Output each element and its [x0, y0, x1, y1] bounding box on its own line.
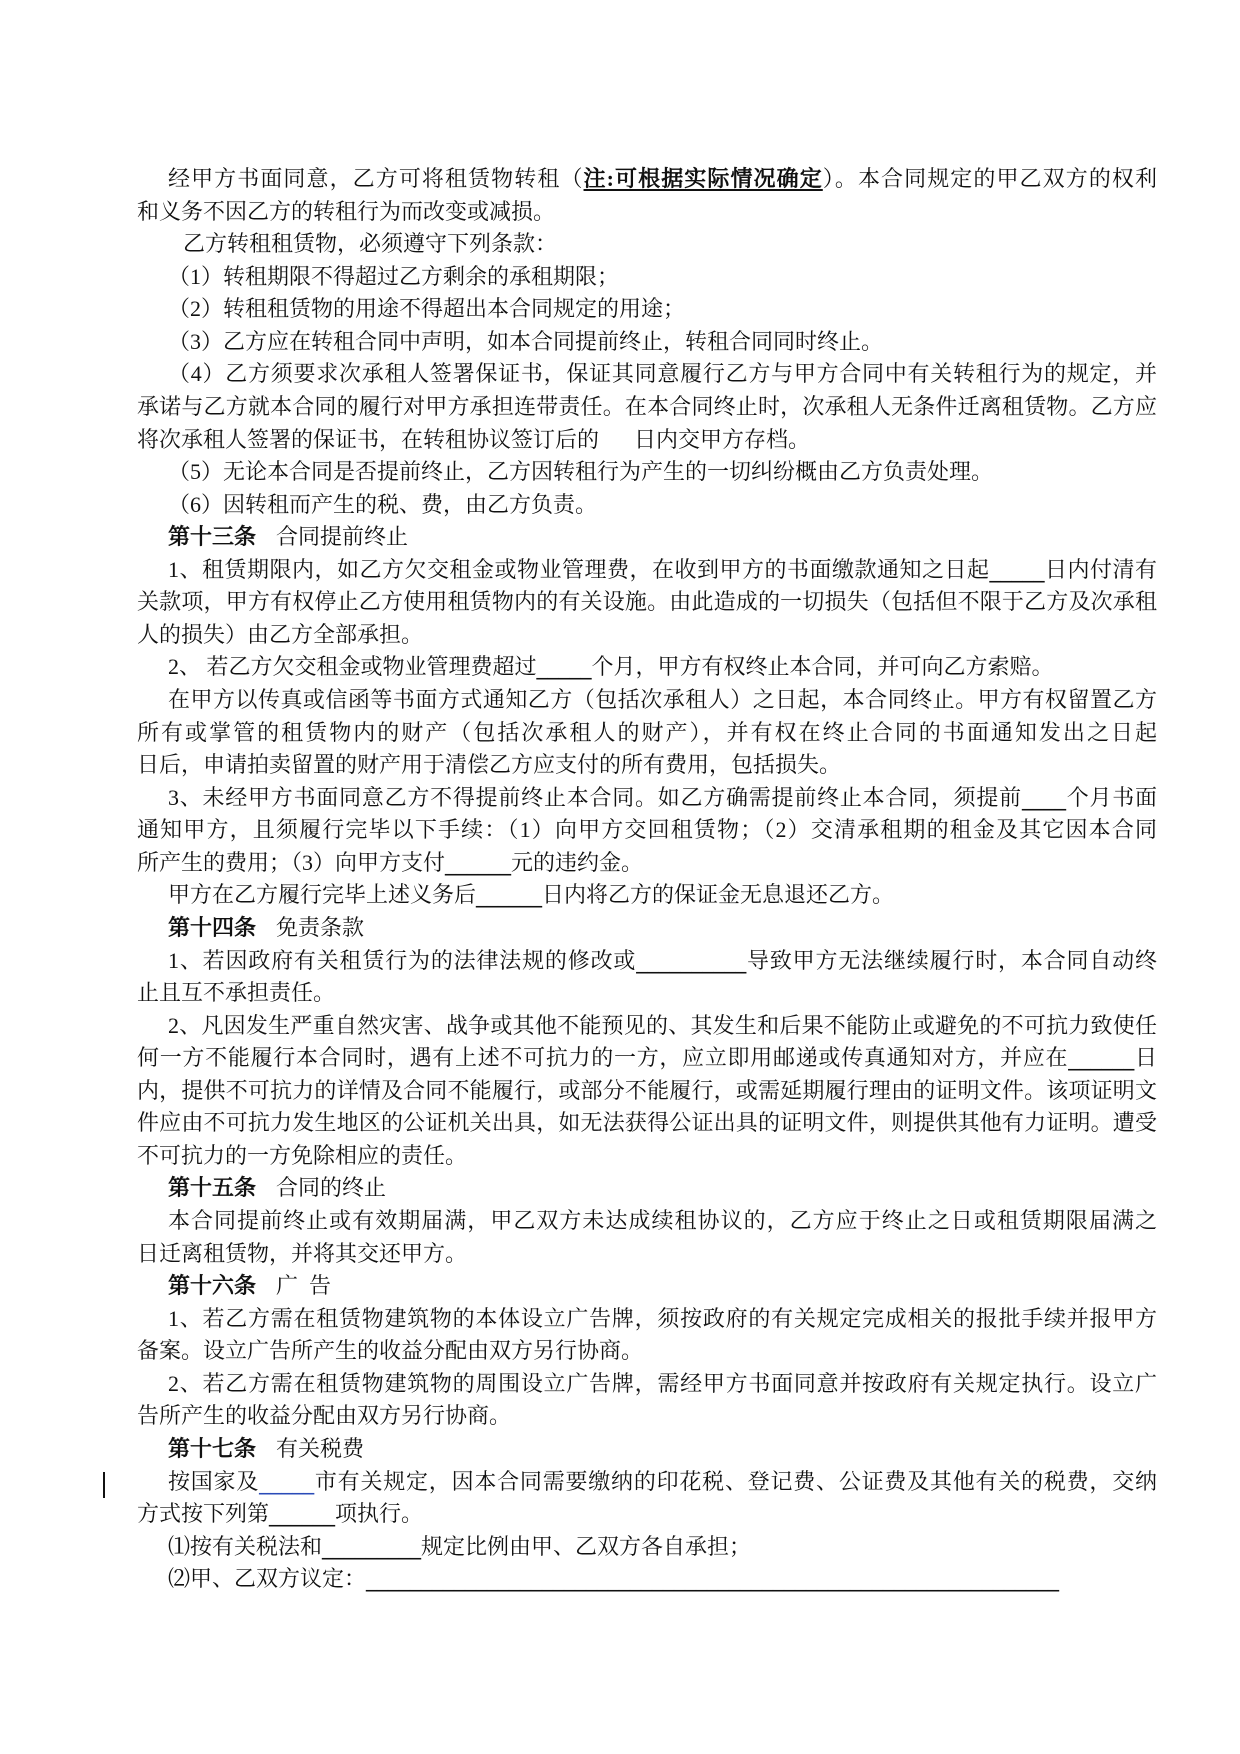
clause-text: 内，提供不可抗力的详情及合同不能履行，或部分不能履行，或需延期履行理由的证明文件。该项证明文 [137, 1077, 1157, 1103]
clause-number: 第十六条 [168, 1273, 257, 1299]
clause-line [137, 586, 1157, 619]
sublease-item-text: 日内交甲方存档。 [634, 426, 811, 452]
clause-text: 不可抗力的一方免除相应的责任。 [137, 1142, 468, 1168]
clause-line [137, 1107, 1157, 1140]
clause-text: 日后，申请拍卖留置的财产用于清偿乙方应支付的所有费用，包括损失。 [137, 752, 842, 778]
sublease-item-5 [137, 456, 1157, 489]
clause-title: 合同的终止 [276, 1175, 387, 1201]
blank-field: ______ [1068, 1046, 1135, 1072]
sublease-line [137, 196, 1157, 229]
clause-line [137, 977, 1157, 1010]
blank-field: ______ [476, 883, 543, 909]
clause-text: 所有或掌管的租赁物内的财产（包括次承租人的财产），并有权在终止合同的书面通知发出之日起 [137, 719, 1157, 745]
clause-text: 1、若因政府有关租赁行为的法律法规的修改或 [168, 947, 637, 973]
clause-line [137, 1010, 1157, 1043]
sublease-item-3 [137, 326, 1157, 359]
clause-text: 日内将乙方的保证金无息退还乙方。 [542, 882, 895, 908]
clause-text: ⑴按有关税法和 [168, 1533, 323, 1559]
sublease-item-text: （4）乙方须要求次承租人签署保证书，保证其同意履行乙方与甲方合同中有关转租行为的规定，并 [168, 361, 1157, 387]
clause-title: 广 告 [276, 1273, 332, 1299]
clause-text: 所产生的费用；（3）向甲方支付 [137, 849, 446, 875]
contract-body [137, 163, 1157, 1596]
clause-number: 第十五条 [168, 1175, 257, 1201]
sublease-item-text: 将次承租人签署的保证书，在转租协议签订后的 [137, 426, 600, 452]
clause-text: 市有关规定，因本合同需要缴纳的印花税、登记费、公证费及其他有关的税费，交纳 [314, 1468, 1157, 1494]
clause-line [137, 1466, 1157, 1499]
clause-line [137, 1205, 1157, 1238]
clause-line [137, 554, 1157, 587]
blank-field: _______________________________________________________________ [366, 1567, 1060, 1593]
revision-bar [103, 1472, 105, 1498]
clause-text: 人的损失）由乙方全部承担。 [137, 621, 424, 647]
clause-text: 方式按下列第 [137, 1501, 270, 1527]
clause-title: 免责条款 [276, 914, 365, 940]
clause-text: 个月，甲方有权终止本合同，并可向乙方索赔。 [591, 654, 1054, 680]
sublease-item-6 [137, 489, 1157, 522]
clause-text: 告所产生的收益分配由双方另行协商。 [137, 1403, 512, 1429]
clause-line [137, 879, 1157, 912]
blank-field: ______ [269, 1502, 336, 1528]
clause-heading [137, 1433, 1157, 1466]
sublease-item-text: （3）乙方应在转租合同中声明，如本合同提前终止，转租合同同时终止。 [168, 328, 884, 354]
clause-text: 本合同提前终止或有效期届满，甲乙双方未达成续租协议的，乙方应于终止之日或租赁期限届满之 [168, 1208, 1157, 1233]
blank-field: ____ [1021, 785, 1066, 811]
clause-text: 备案。设立广告所产生的收益分配由双方另行协商。 [137, 1338, 644, 1364]
clause-line [137, 619, 1157, 652]
blank-field: _________ [322, 1534, 422, 1560]
clause-text: 通知甲方，且须履行完毕以下手续：（1）向甲方交回租赁物；（2）交清承租期的租金及其它因本合同 [137, 817, 1157, 843]
clause-heading [137, 521, 1157, 554]
sublease-line [137, 163, 1157, 196]
clause-line [137, 1042, 1157, 1075]
sublease-item-text: （6）因转租而产生的税、费，由乙方负责。 [168, 491, 598, 517]
sublease-item-4-line [137, 424, 1157, 457]
sublease-text: 经甲方书面同意，乙方可将租赁物转租（ [168, 166, 584, 191]
clause-number: 第十七条 [168, 1435, 257, 1461]
clause-text: 3、未经甲方书面同意乙方不得提前终止本合同。如乙方确需提前终止本合同，须提前 [168, 784, 1022, 810]
clause-line [137, 1400, 1157, 1433]
clause-text: 1、若乙方需在租赁物建筑物的本体设立广告牌，须按政府的有关规定完成相关的报批手续并报甲方 [168, 1305, 1157, 1331]
clause-line [137, 1531, 1157, 1564]
clause-text: 1、租赁期限内，如乙方欠交租金或物业管理费，在收到甲方的书面缴款通知之日起 [168, 556, 990, 582]
clause-number: 第十三条 [168, 524, 257, 550]
note-text: 注:可根据实际情况确定 [583, 166, 823, 191]
clause-line [137, 1498, 1157, 1531]
clause-line [137, 1335, 1157, 1368]
clause-text: 规定比例由甲、乙双方各自承担； [421, 1533, 752, 1559]
clause-heading [137, 1172, 1157, 1205]
sublease-item-4 [137, 358, 1157, 391]
clause-line [137, 1140, 1157, 1173]
clause-text: 日迁离租赁物，并将其交还甲方。 [137, 1240, 468, 1266]
clause-line [137, 847, 1157, 880]
blank-field: ______ [445, 850, 512, 876]
clause-line [137, 1075, 1157, 1108]
clause-text: ⑵甲、乙双方议定： [168, 1566, 367, 1592]
sublease-item-2 [137, 293, 1157, 326]
sublease-text: 乙方转租租赁物，必须遵守下列条款： [183, 231, 558, 257]
sublease-item-1 [137, 261, 1157, 294]
clause-line [137, 945, 1157, 978]
clause-text: 按国家及 [168, 1468, 260, 1494]
clause-text: 2、若乙方需在租赁物建筑物的周围设立广告牌，需经甲方书面同意并按政府有关规定执行。设立广 [168, 1370, 1157, 1396]
clause-text: 何一方不能履行本合同时，遇有上述不可抗力的一方，应立即用邮递或传真通知对方，并应在 [137, 1045, 1069, 1071]
clause-line [137, 814, 1157, 847]
clause-title: 合同提前终止 [276, 524, 409, 550]
clause-text: 日内付清有 [1044, 556, 1157, 582]
blank-field: _____ [536, 655, 592, 681]
clause-text: 日 [1134, 1045, 1157, 1071]
clause-text: 导致甲方无法继续履行时，本合同自动终 [746, 947, 1157, 973]
clause-line [137, 1368, 1157, 1401]
clause-text: 2、 若乙方欠交租金或物业管理费超过 [168, 654, 537, 680]
sublease-item-text: 承诺与乙方就本合同的履行对甲方承担连带责任。在本合同终止时，次承租人无条件迁离租赁物。乙方应 [137, 393, 1157, 419]
sublease-text: 和义务不因乙方的转租行为而改变或减损。 [137, 198, 556, 224]
clause-line [137, 1303, 1157, 1336]
clause-text: 个月书面 [1065, 784, 1157, 810]
clause-text: 项执行。 [335, 1501, 424, 1527]
blank-field: _____ [989, 557, 1045, 583]
clause-title: 有关税费 [276, 1435, 365, 1461]
clause-text: 2、凡因发生严重自然灾害、战争或其他不能预见的、其发生和后果不能防止或避免的不可抗力致使任 [168, 1012, 1157, 1038]
sublease-item-text: （5）无论本合同是否提前终止，乙方因转租行为产生的一切纠纷概由乙方负责处理。 [168, 459, 994, 485]
clause-line [137, 782, 1157, 815]
clause-heading [137, 1270, 1157, 1303]
sublease-item-text: （1）转租期限不得超过乙方剩余的承租期限； [168, 263, 620, 289]
clause-line [137, 1238, 1157, 1271]
clause-line [137, 749, 1157, 782]
clause-text: 元的违约金。 [511, 849, 644, 875]
clause-line [137, 684, 1157, 717]
sublease-item-4-line [137, 391, 1157, 424]
sublease-conditions-intro [137, 228, 1157, 261]
clause-heading [137, 912, 1157, 945]
clause-text: 在甲方以传真或信函等书面方式通知乙方（包括次承租人）之日起，本合同终止。甲方有权留置乙方 [168, 687, 1157, 712]
clause-text: 甲方在乙方履行完毕上述义务后 [168, 882, 477, 908]
sublease-text: ）。本合同规定的甲乙双方的权利 [822, 166, 1157, 191]
clause-number: 第十四条 [168, 914, 257, 940]
clause-text: 关款项，甲方有权停止乙方使用租赁物内的有关设施。由此造成的一切损失（包括但不限于乙方及次承租 [137, 589, 1157, 615]
clause-line [137, 1563, 1157, 1596]
sublease-item-text: （2）转租租赁物的用途不得超出本合同规定的用途； [168, 296, 686, 322]
clause-text: 件应由不可抗力发生地区的公证机关出具，如无法获得公证出具的证明文件，则提供其他有力证明。遭受 [137, 1110, 1157, 1136]
clause-line [137, 717, 1157, 750]
blank-field: __________ [636, 948, 747, 974]
blank-field: _____ [259, 1469, 315, 1495]
clause-line [137, 651, 1157, 684]
clause-text: 止且互不承担责任。 [137, 980, 336, 1006]
